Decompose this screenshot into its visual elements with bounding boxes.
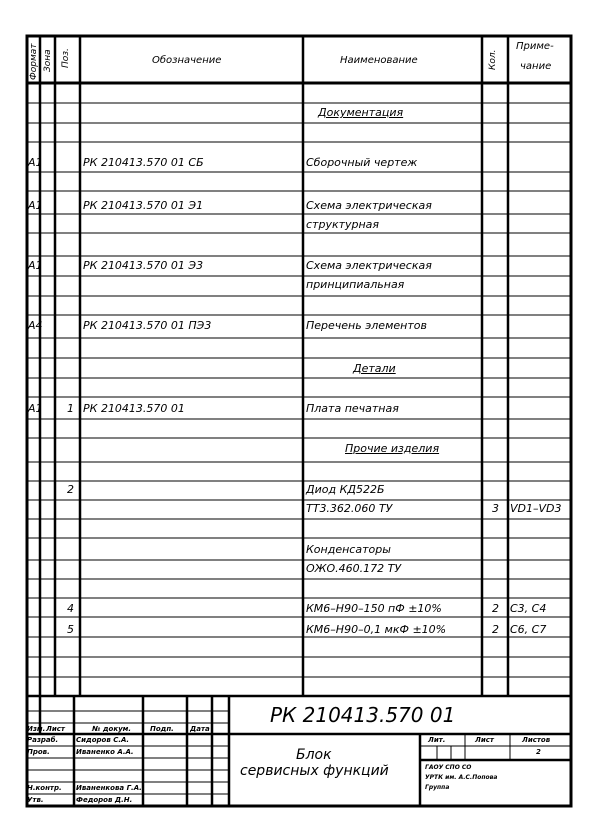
row-name: КМ6–Н90–150 пФ ±10% <box>306 602 442 615</box>
tb-col-docnum: № докум. <box>92 725 132 733</box>
tb-name-3: Иваненкова Г.А. <box>76 784 142 792</box>
row-format: А1 <box>28 156 43 169</box>
tb-role-4: Утв. <box>27 796 44 804</box>
row-name: Перечень элементов <box>306 319 427 332</box>
product-name-line1: Блок <box>296 747 332 763</box>
row-note: VD1–VD3 <box>510 502 562 515</box>
tb-org-line3: Группа <box>425 784 450 791</box>
row-qty: 2 <box>492 623 499 636</box>
tb-name-4: Федоров Д.Н. <box>76 796 133 804</box>
tb-name-1: Иваненко А.А. <box>76 748 134 756</box>
section-heading: Документация <box>318 106 404 119</box>
tb-col-sign: Подп. <box>150 725 174 733</box>
row-position: 4 <box>67 602 74 615</box>
row-name: Конденсаторы <box>306 543 391 556</box>
row-name: Сборочный чертеж <box>306 156 418 169</box>
row-name: Схема электрическая <box>306 259 432 272</box>
row-position: 5 <box>67 623 74 636</box>
tb-col-date: Дата <box>190 725 210 733</box>
row-note: С3, С4 <box>510 602 547 615</box>
header-qty: Кол. <box>488 49 498 70</box>
header-pos: Поз. <box>61 48 71 68</box>
row-qty: 2 <box>492 602 499 615</box>
row-designation: РК 210413.570 01 Э3 <box>83 259 204 272</box>
product-name-line2: сервисных функций <box>240 763 389 779</box>
row-designation: РК 210413.570 01 ПЭ3 <box>83 319 212 332</box>
row-position: 1 <box>67 402 74 415</box>
row-format: А1 <box>28 259 43 272</box>
row-designation: РК 210413.570 01 СБ <box>83 156 204 169</box>
row-name: принципиальная <box>306 278 405 291</box>
section-heading: Детали <box>353 362 396 375</box>
header-name: Наименование <box>340 55 418 66</box>
tb-role-0: Разраб. <box>27 736 59 744</box>
section-heading: Прочие изделия <box>345 442 440 455</box>
tb-col-izm: Изм. <box>27 725 46 733</box>
row-format: А1 <box>28 199 43 212</box>
row-name: ОЖО.460.172 ТУ <box>306 562 402 575</box>
row-format: А4 <box>28 319 43 332</box>
row-name: ТТ3.362.060 ТУ <box>306 502 393 515</box>
tb-role-1: Пров. <box>27 748 50 756</box>
tb-sheets-label: Листов <box>522 736 551 744</box>
tb-sheets-value: 2 <box>536 748 541 756</box>
row-name: Плата печатная <box>306 402 399 415</box>
tb-lit-label: Лит. <box>428 736 446 744</box>
header-note-line1: Приме- <box>516 41 554 52</box>
row-qty: 3 <box>492 502 499 515</box>
doc-number: РК 210413.570 01 <box>270 703 456 727</box>
header-format: Формат <box>29 43 39 80</box>
header-designation: Обозначение <box>152 55 222 66</box>
row-format: А1 <box>28 402 43 415</box>
header-note-line2: чание <box>520 61 552 72</box>
tb-role-3: Н.контр. <box>27 784 62 792</box>
tb-col-list: Лист <box>46 725 65 733</box>
row-name: КМ6–Н90–0,1 мкФ ±10% <box>306 623 447 636</box>
row-position: 2 <box>67 483 74 496</box>
row-name: Схема электрическая <box>306 199 432 212</box>
tb-org-line1: ГАОУ СПО СО <box>425 764 472 771</box>
tb-org-line2: УРТК им. А.С.Попова <box>425 774 498 781</box>
sheet-frame <box>27 36 571 806</box>
row-designation: РК 210413.570 01 Э1 <box>83 199 204 212</box>
row-note: С6, С7 <box>510 623 547 636</box>
tb-sheet-label: Лист <box>475 736 494 744</box>
tb-name-0: Сидоров С.А. <box>76 736 130 744</box>
header-zone: Зона <box>43 49 53 72</box>
row-designation: РК 210413.570 01 <box>83 402 185 415</box>
row-name: Диод КД522Б <box>306 483 385 496</box>
row-name: структурная <box>306 218 380 231</box>
